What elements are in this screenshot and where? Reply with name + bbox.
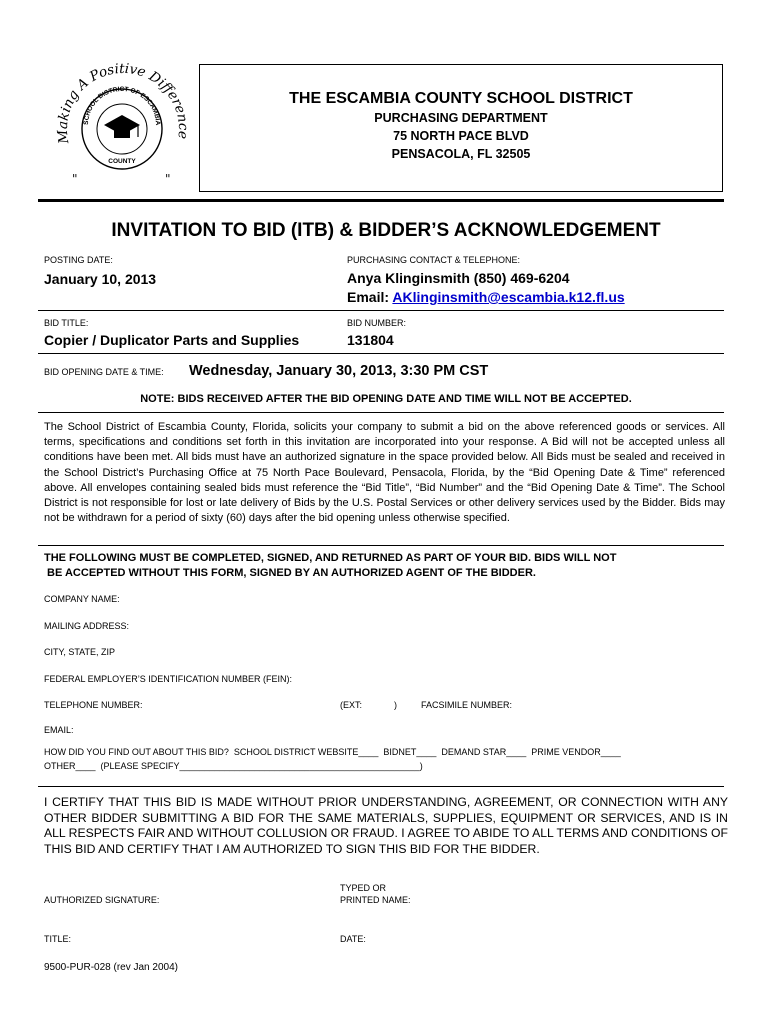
date-field[interactable]: DATE: xyxy=(340,934,366,944)
certification-statement: I CERTIFY THAT THIS BID IS MADE WITHOUT PRIOR UNDERSTANDING, AGREEMENT, OR CONNECTION WITH ANY OTHER BIDDER SUBMITTING A BID FOR THE SAME MATERIALS, SUPPLIES, EQUIPMENT OR SERVICES, AND IS IN ALL RESPECTS FAIR AND WITHOUT COLLUSION OR FRAUD. I AGREE TO ABIDE TO ALL TERMS AND CONDITIONS OF THIS BID AND CERTIFY THAT I AM AUTHORIZED TO SIGN THIS BID FOR THE BIDDER. xyxy=(44,795,728,856)
contact-email-label: Email: xyxy=(347,289,393,305)
contact-name-phone: Anya Klinginsmith (850) 469-6204 xyxy=(347,270,570,286)
fein-field[interactable]: FEDERAL EMPLOYER’S IDENTIFICATION NUMBER (FEIN): xyxy=(44,674,293,684)
school-district-seal-logo xyxy=(52,55,192,195)
typed-name-label-1: TYPED OR xyxy=(340,883,387,893)
posting-date-label: POSTING DATE: xyxy=(44,255,113,265)
contact-label: PURCHASING CONTACT & TELEPHONE: xyxy=(347,255,521,265)
bid-number-value: 131804 xyxy=(347,332,394,348)
divider-line xyxy=(38,412,724,413)
bid-title-value: Copier / Duplicator Parts and Supplies xyxy=(44,332,300,348)
contact-email-row xyxy=(347,289,625,305)
bid-number-label: BID NUMBER: xyxy=(347,318,407,328)
bid-source-other[interactable]: OTHER____ (PLEASE SPECIFY________________________________________________) xyxy=(44,761,423,771)
must-complete-notice xyxy=(44,551,734,581)
city-address: PENSACOLA, FL 32505 xyxy=(391,147,531,161)
mailing-address-field[interactable]: MAILING ADDRESS: xyxy=(44,621,130,631)
svg-text:": " xyxy=(165,172,171,186)
header-box xyxy=(199,64,723,192)
divider-line xyxy=(38,353,724,354)
bid-source-question[interactable]: HOW DID YOU FIND OUT ABOUT THIS BID? SCHOOL DISTRICT WEBSITE____ BIDNET____ DEMAND STAR____ PRIME VENDOR____ xyxy=(44,747,621,757)
opening-date-label: BID OPENING DATE & TIME: xyxy=(44,367,164,377)
title-field[interactable]: TITLE: xyxy=(44,934,72,944)
printed-name-field[interactable]: PRINTED NAME: xyxy=(340,895,411,905)
divider-line xyxy=(38,310,724,311)
email-field[interactable]: EMAIL: xyxy=(44,725,74,735)
form-title: INVITATION TO BID (ITB) & BIDDER’S ACKNOWLEDGEMENT xyxy=(111,220,661,241)
svg-text:COUNTY: COUNTY xyxy=(108,158,136,165)
company-name-field[interactable]: COMPANY NAME: xyxy=(44,594,120,604)
department-name: PURCHASING DEPARTMENT xyxy=(374,111,548,125)
divider-line xyxy=(38,786,724,787)
fax-field[interactable]: FACSIMILE NUMBER: xyxy=(421,700,513,710)
opening-date-value: Wednesday, January 30, 2013, 3:30 PM CST xyxy=(189,363,489,379)
form-number: 9500-PUR-028 (rev Jan 2004) xyxy=(44,962,178,973)
late-bids-note: NOTE: BIDS RECEIVED AFTER THE BID OPENING DATE AND TIME WILL NOT BE ACCEPTED. xyxy=(140,393,632,405)
header-divider xyxy=(38,199,724,202)
authorized-signature-field[interactable]: AUTHORIZED SIGNATURE: xyxy=(44,895,160,905)
street-address: 75 NORTH PACE BLVD xyxy=(393,129,529,143)
must-complete-line-2: BE ACCEPTED WITHOUT THIS FORM, SIGNED BY AN AUTHORIZED AGENT OF THE BIDDER. xyxy=(44,567,536,579)
svg-text:Making A Positive Difference: Making A Positive Difference xyxy=(54,60,192,145)
svg-text:": " xyxy=(72,172,78,186)
bid-title-label: BID TITLE: xyxy=(44,318,89,328)
posting-date-value: January 10, 2013 xyxy=(44,271,157,287)
divider-line xyxy=(38,545,724,546)
contact-email-link[interactable]: AKlinginsmith@escambia.k12.fl.us xyxy=(392,289,625,305)
solicitation-paragraph: The School District of Escambia County, Florida, solicits your company to submit a bid on the above referenced goods or services. All terms, specifications and conditions set forth in this invitation are incorporated into your response. A Bid will not be accepted unless all conditions have been met. All bids must have an authorized signature in the space provided below. All Bids must be sealed and received in the School District’s Purchasing Office at 75 North Pace Boulevard, Pensacola, Florida, by the “Bid Opening Date & Time” referenced above. All envelopes containing sealed bids must reference the “Bid Title”, “Bid Number” and the “Bid Opening Date & Time”. The School District is not responsible for lost or late delivery of Bids by the U.S. Postal Services or other delivery services used by the Bidder. Bids may not be withdrawn for a period of sixty (60) days after the bid opening unless otherwise specified. xyxy=(44,421,725,525)
must-complete-line-1: THE FOLLOWING MUST BE COMPLETED, SIGNED, AND RETURNED AS PART OF YOUR BID. BIDS WILL NOT xyxy=(44,552,617,564)
telephone-field[interactable]: TELEPHONE NUMBER: xyxy=(44,700,143,710)
district-title: THE ESCAMBIA COUNTY SCHOOL DISTRICT xyxy=(289,90,633,107)
svg-text:SCHOOL DISTRICT OF ESCAMBIA: SCHOOL DISTRICT OF ESCAMBIA xyxy=(82,85,162,126)
extension-field[interactable]: (EXT: xyxy=(340,700,363,710)
extension-close: ) xyxy=(394,700,397,710)
city-state-zip-field[interactable]: CITY, STATE, ZIP xyxy=(44,647,116,657)
